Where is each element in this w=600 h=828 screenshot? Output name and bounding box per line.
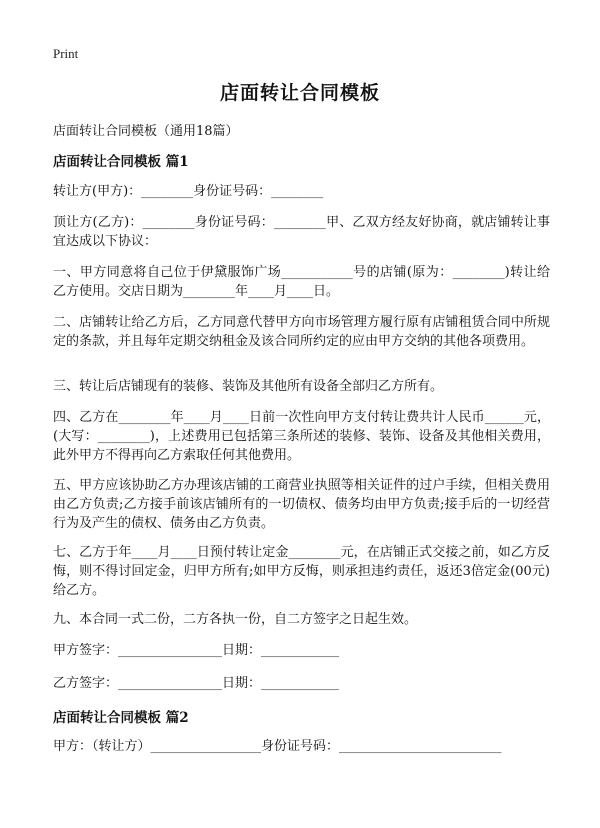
- document-subtitle: 店面转让合同模板（通用18篇）: [53, 124, 239, 139]
- clause-1: 一、甲方同意将自己位于伊黛服饰广场___________号的店铺(原为：________)转让给乙方使用。交店日期为________年____月____日。: [53, 265, 550, 299]
- clause-2: 二、店铺转让给乙方后，乙方同意代替甲方向市场管理方履行原有店铺租赁合同中所规定的条款，并且每年定期交纳租金及该合同所约定的应由甲方交纳的其他各项费用。: [53, 315, 550, 349]
- section-1-heading: 店面转让合同模板 篇1: [53, 154, 189, 170]
- section-2-heading: 店面转让合同模板 篇2: [53, 710, 189, 726]
- clause-3: 三、转让后店铺现有的装修、装饰及其他所有设备全部归乙方所有。: [53, 379, 444, 394]
- clause-5: 五、甲方应该协助乙方办理该店铺的工商营业执照等相关证件的过户手续，但相关费用由乙方负责;乙方接手前该店铺所有的一切债权、债务均由甲方负责;接手后的一切经营行为及产生的债权、债务由乙方负责。: [53, 478, 550, 531]
- signature-party-b: 乙方签字：________________日期：____________: [53, 676, 340, 691]
- transferee-paragraph: 顶让方(乙方)：________身份证号码：________甲、乙双方经友好协商，就店铺转让事宜达成以下协议：: [53, 215, 550, 249]
- transferor-line: 转让方(甲方)：________身份证号码：________: [53, 184, 324, 199]
- clause-7: 七、乙方于年____月____日预付转让定金________元，在店铺正式交接之前，如乙方反悔，则不得讨回定金，归甲方所有;如甲方反悔，则承担违约责任，返还3倍定金(00元)给乙方。: [53, 545, 550, 598]
- party-a-line: 甲方：（转让方）_________________身份证号码：_________________________: [53, 739, 502, 754]
- document-title: 店面转让合同模板: [219, 82, 380, 104]
- print-link[interactable]: Print: [53, 46, 79, 61]
- clause-4: 四、乙方在________年____月____日前一次性向甲方支付转让费共计人民币______元，(大写：________)，上述费用已包括第三条所述的装修、装饰、设备及其他相关费用，此外甲方不得再向乙方索取任何其他费用。: [53, 410, 550, 463]
- signature-party-a: 甲方签字：________________日期：____________: [53, 643, 340, 658]
- clause-9: 九、本合同一式二份，二方各执一份，自二方签字之日起生效。: [53, 612, 418, 627]
